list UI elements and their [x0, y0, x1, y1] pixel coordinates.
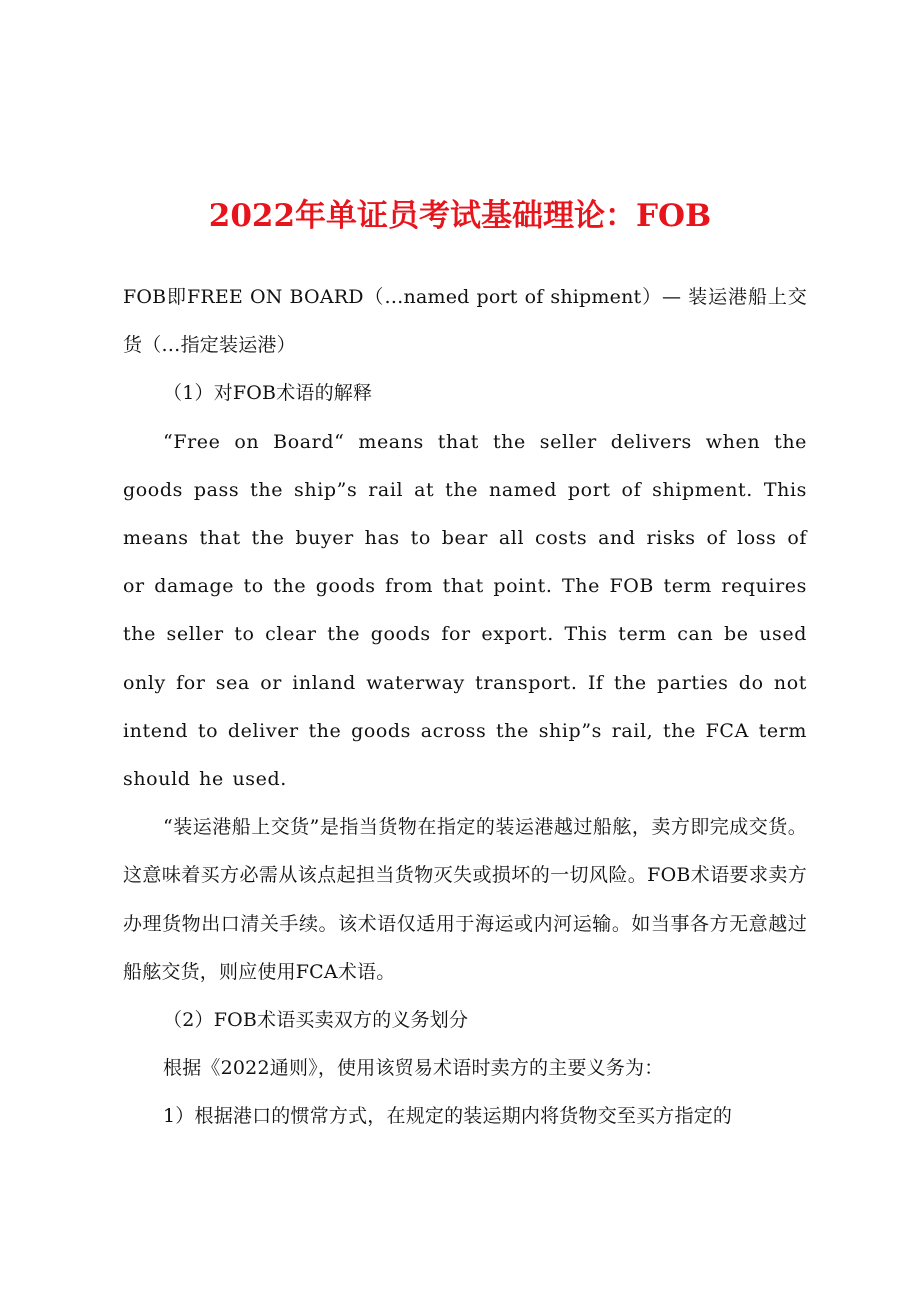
paragraph-seller-obligation-1: 1）根据港口的惯常方式，在规定的装运期内将货物交至买方指定的 [163, 1105, 733, 1128]
paragraph-incoterms-intro: 根据《2022通则》，使用该贸易术语时卖方的主要义务为： [163, 1057, 664, 1080]
document-body [123, 273, 807, 1141]
paragraph-section-2-heading: （2）FOB术语买卖双方的义务划分 [163, 1009, 469, 1032]
paragraph-english-explanation: “Free on Board“ means that the seller delivers when the goods pass the ship”s rail at the named port of shipment. This means that the buyer has to bear all costs and risks of loss of or damage to the goods from that point. The FOB term requires the seller to clear the goods for export. This term can be used only for sea or inland waterway transport. If the parties do not intend to deliver the goods across the ship”s rail, the FCA term should he used. [123, 430, 807, 791]
paragraph-section-1-heading: （1）对FOB术语的解释 [163, 382, 373, 405]
document-title: 2022年单证员考试基础理论：FOB [208, 198, 712, 234]
paragraph-fob-definition: FOB即FREE ON BOARD（…named port of shipment）— 装运港船上交货（…指定装运港） [123, 286, 807, 357]
paragraph-chinese-explanation: “装运港船上交货”是指当货物在指定的装运港越过船舷，卖方即完成交货。这意味着买方必需从该点起担当货物灭失或损坏的一切风险。FOB术语要求卖方办理货物出口清关手续。该术语仅适用于海运或内河运输。如当事各方无意越过船舷交货，则应使用FCA术语。 [123, 816, 807, 983]
